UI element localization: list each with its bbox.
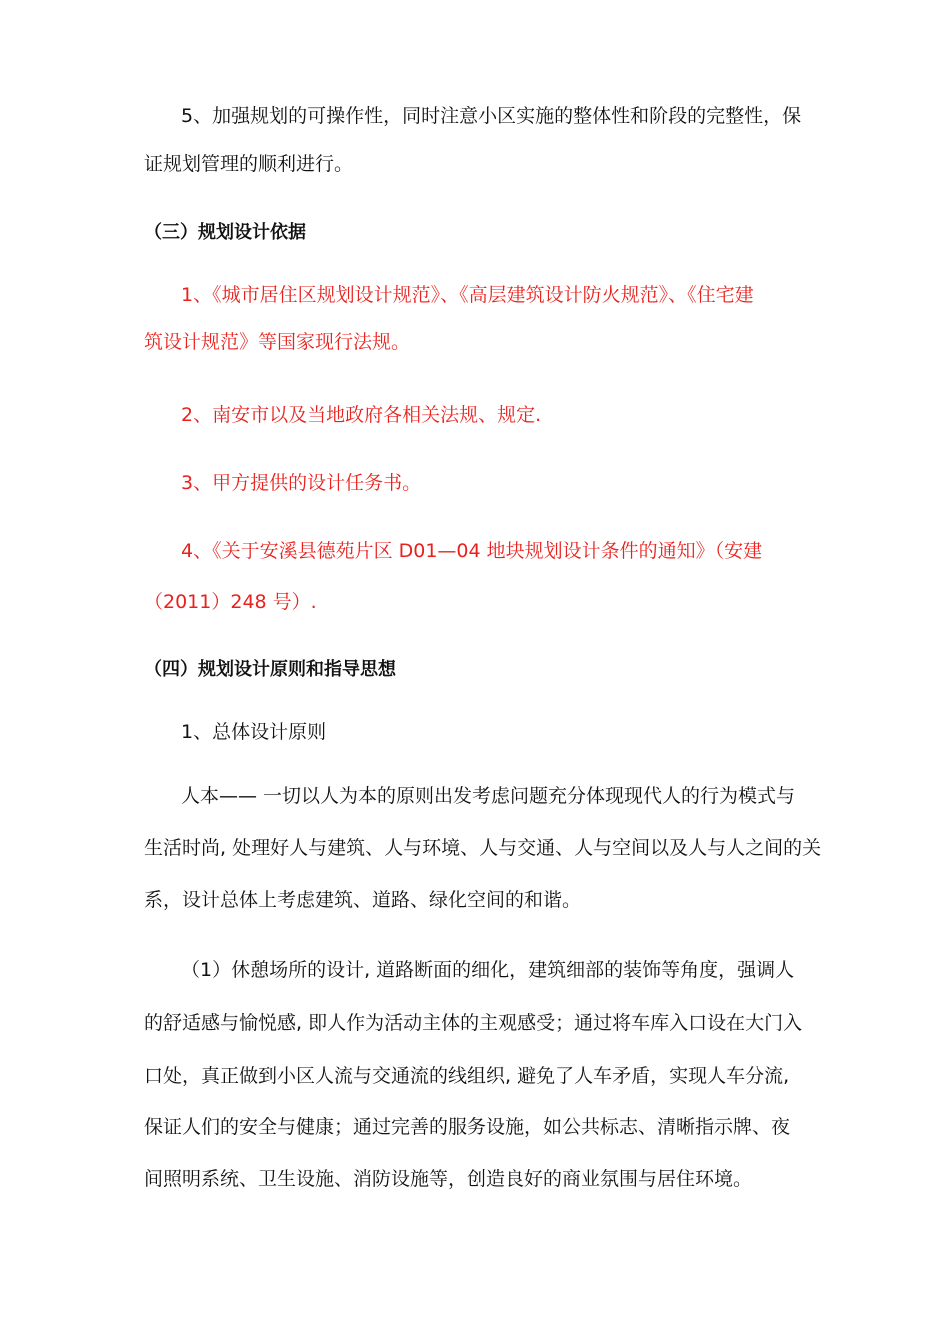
item-5-line-1: 5、加强规划的可操作性，同时注意小区实施的整体性和阶段的完整性，保 [181, 105, 802, 127]
subheading-overall-principle: 1、总体设计原则 [181, 721, 327, 743]
section-3-heading: （三）规划设计依据 [144, 222, 306, 243]
para-2-line-2: 的舒适感与愉悦感, 即人作为活动主体的主观感受；通过将车库入口设在大门入 [144, 1012, 803, 1034]
basis-1-line-1: 1、《城市居住区规划设计规范》、《高层建筑设计防火规范》、《住宅建 [181, 284, 754, 306]
para-1-line-1: 人本—— 一切以人为本的原则出发考虑问题充分体现现代人的行为模式与 [181, 785, 796, 807]
para-2-line-5: 间照明系统、卫生设施、消防设施等，创造良好的商业氛围与居住环境。 [144, 1168, 753, 1190]
para-2-line-3: 口处，真正做到小区人流与交通流的线组织, 避免了人车矛盾，实现人车分流, [144, 1065, 790, 1087]
para-1-line-2: 生活时尚, 处理好人与建筑、人与环境、人与交通、人与空间以及人与人之间的关 [144, 837, 822, 859]
para-2-line-4: 保证人们的安全与健康；通过完善的服务设施，如公共标志、清晰指示牌、夜 [144, 1116, 791, 1138]
section-4-heading: （四）规划设计原则和指导思想 [144, 659, 396, 680]
para-2-line-1: （1）休憩场所的设计, 道路断面的细化，建筑细部的装饰等角度，强调人 [181, 959, 795, 981]
basis-4-line-1: 4、《关于安溪县德苑片区 D01—04 地块规划设计条件的通知》（安建 [181, 540, 763, 562]
basis-4-line-2: （2011）248 号）. [144, 591, 317, 613]
para-1-line-3: 系，设计总体上考虑建筑、道路、绿化空间的和谐。 [144, 889, 582, 911]
basis-2: 2、南安市以及当地政府各相关法规、规定. [181, 404, 542, 426]
basis-3: 3、甲方提供的设计任务书。 [181, 472, 422, 494]
item-5-line-2: 证规划管理的顺利进行。 [144, 153, 354, 175]
basis-1-line-2: 筑设计规范》等国家现行法规。 [144, 331, 411, 353]
